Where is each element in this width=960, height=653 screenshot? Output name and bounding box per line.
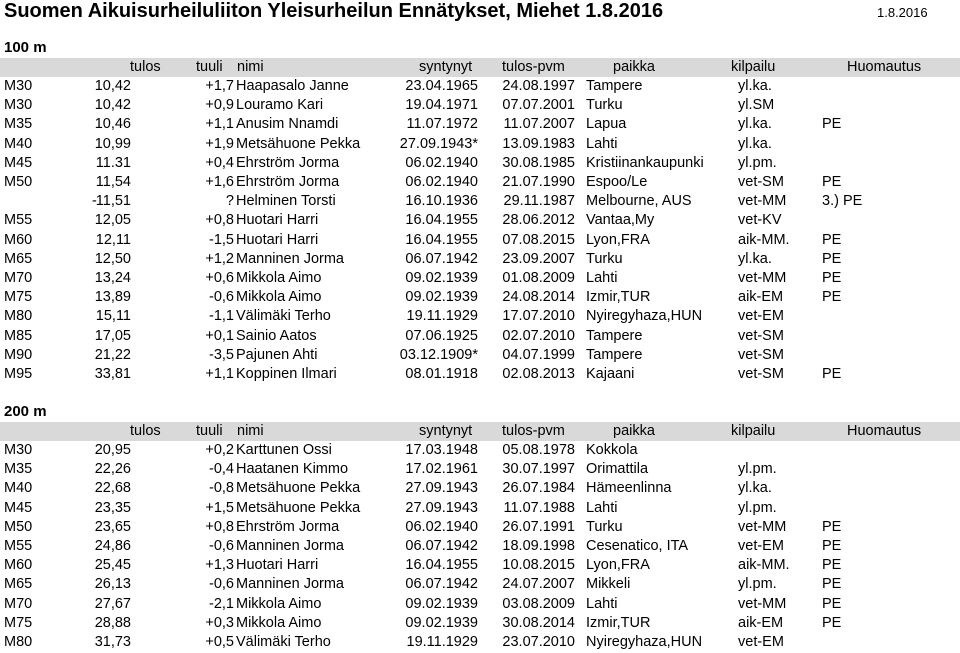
cell-wind: -1,1 [209,308,234,324]
cell-name: Huotari Harri [236,232,319,248]
cell-competition: yl.pm. [738,500,777,516]
cell-born: 06.02.1940 [405,174,478,190]
table-row [0,556,960,575]
cell-place: Nyiregyhaza,HUN [586,308,703,324]
table-row [0,288,960,307]
cell-result: 12,11 [95,232,131,248]
cell-name: Manninen Jorma [236,576,344,592]
cell-class: M60 [4,557,33,573]
cell-class: M45 [4,155,33,171]
cell-place: Kristiinankaupunki [586,155,704,171]
cell-place: Izmir,TUR [586,615,651,631]
cell-date: 28.06.2012 [502,212,575,228]
column-header-name: nimi [237,59,264,75]
cell-result: 25,45 [94,557,131,573]
cell-result: 24,86 [94,538,131,554]
cell-wind: +0,5 [205,634,234,650]
cell-name: Mikkola Aimo [236,270,322,286]
cell-class: M30 [4,442,33,458]
cell-result: 21,22 [94,347,131,363]
cell-result: 10,99 [94,136,131,152]
table-row [0,537,960,556]
cell-note: PE [822,519,842,535]
cell-place: Espoo/Le [586,174,648,190]
cell-date: 30.08.1985 [502,155,575,171]
cell-name: Mikkola Aimo [236,596,322,612]
cell-born: 19.04.1971 [405,97,478,113]
table-row [0,96,960,115]
cell-wind: +0,8 [205,212,234,228]
table-row [0,479,960,498]
cell-date: 11.07.2007 [503,116,575,132]
cell-note: PE [822,251,842,267]
cell-name: Metsähuone Pekka [236,136,361,152]
cell-place: Lahti [586,500,618,516]
table-row [0,595,960,614]
cell-name: Mikkola Aimo [236,615,322,631]
cell-competition: yl.ka. [738,480,772,496]
cell-born: 11.07.1972 [406,116,478,132]
cell-born: 06.07.1942 [405,538,478,554]
cell-wind: -0,6 [209,576,234,592]
cell-wind: +0,8 [205,519,234,535]
cell-date: 04.07.1999 [502,347,575,363]
cell-wind: +0,2 [205,442,234,458]
cell-competition: aik-EM [738,615,784,631]
cell-competition: vet-SM [738,328,784,344]
cell-date: 10.08.2015 [502,557,575,573]
cell-wind: -0,6 [209,538,234,554]
cell-place: Lahti [586,136,618,152]
cell-name: Ehrström Jorma [236,174,340,190]
cell-wind: -0,6 [209,289,234,305]
cell-competition: vet-SM [738,366,784,382]
cell-note: PE [822,366,842,382]
column-header-wind: tuuli [196,59,223,75]
cell-class: M80 [4,634,33,650]
cell-class: M95 [4,366,33,382]
cell-result: 22,68 [94,480,131,496]
cell-date: 24.07.2007 [502,576,575,592]
cell-note: PE [822,174,842,190]
cell-place: Lyon,FRA [586,232,650,248]
cell-class: M80 [4,308,33,324]
cell-date: 23.09.2007 [502,251,575,267]
cell-name: Manninen Jorma [236,538,344,554]
cell-competition: aik-MM. [738,232,790,248]
cell-date: 30.08.2014 [502,615,575,631]
cell-class: M75 [4,615,33,631]
cell-wind: +0,4 [205,155,234,171]
cell-place: Lahti [586,270,618,286]
table-row [0,192,960,211]
cell-place: Cesenatico, ITA [586,538,689,554]
cell-note: PE [822,232,842,248]
cell-class: M70 [4,270,33,286]
cell-result: 10,42 [94,78,131,94]
column-header-born: syntynyt [419,423,473,439]
cell-result: 12,05 [94,212,131,228]
cell-born: 16.04.1955 [405,232,478,248]
cell-place: Turku [586,97,623,113]
cell-result: 33,81 [94,366,131,382]
cell-note: 3.) PE [822,193,863,209]
cell-born: 07.06.1925 [405,328,478,344]
cell-name: Helminen Torsti [236,193,336,209]
cell-name: Metsähuone Pekka [236,500,361,516]
table-row [0,441,960,460]
cell-result: 23,35 [94,500,131,516]
cell-date: 02.08.2013 [502,366,575,382]
column-header-place: paikka [613,423,655,439]
cell-name: Huotari Harri [236,557,319,573]
cell-result: 11,51 [95,193,131,209]
cell-class: M70 [4,596,33,612]
cell-result: 17,05 [94,328,131,344]
table-row [0,77,960,96]
cell-name: Ehrström Jorma [236,519,340,535]
cell-place: Vantaa,My [586,212,655,228]
cell-class: M30 [4,97,33,113]
cell-class: M40 [4,136,33,152]
cell-wind: +1,7 [205,78,234,94]
cell-competition: vet-EM [738,308,784,324]
cell-result: 20,95 [94,442,131,458]
cell-wind: +1,2 [205,251,234,267]
cell-note: PE [822,270,842,286]
cell-wind: -3,5 [209,347,234,363]
cell-date: 17.07.2010 [502,308,575,324]
cell-wind: +0,9 [205,97,234,113]
cell-born: 09.02.1939 [405,289,478,305]
cell-date: 01.08.2009 [502,270,575,286]
cell-note: PE [822,557,842,573]
cell-date: 07.08.2015 [502,232,575,248]
table-row [0,327,960,346]
cell-wind: -0,8 [209,480,234,496]
cell-date: 24.08.2014 [502,289,575,305]
cell-place: Melbourne, AUS [586,193,692,209]
table-row [0,211,960,230]
cell-class: M60 [4,232,33,248]
table-row [0,231,960,250]
cell-place: Orimattila [586,461,649,477]
cell-competition: vet-EM [738,538,784,554]
cell-born: 03.12.1909* [399,347,478,363]
column-header-row [0,422,960,441]
cell-date: 29.11.1987 [503,193,575,209]
column-header-result: tulos [130,59,161,75]
cell-result: 12,50 [94,251,131,267]
cell-born: 16.04.1955 [405,212,478,228]
cell-wind: ? [225,193,234,209]
cell-competition: vet-MM [738,193,787,209]
column-header-result: tulos [130,423,161,439]
cell-class: M90 [4,347,33,363]
cell-place: Tampere [586,78,643,94]
cell-class: M35 [4,461,33,477]
cell-place: Lahti [586,596,618,612]
cell-result: 26,13 [94,576,131,592]
cell-class: M40 [4,480,33,496]
cell-born: 09.02.1939 [405,270,478,286]
cell-class: M85 [4,328,33,344]
cell-place: Lapua [586,116,627,132]
cell-name: Välimäki Terho [236,634,331,650]
cell-wind: +1,3 [205,557,234,573]
cell-competition: vet-KV [738,212,782,228]
cell-place: Hämeenlinna [586,480,672,496]
cell-class: M55 [4,538,33,554]
cell-place: Turku [586,251,623,267]
column-header-note: Huomautus [847,423,922,439]
cell-competition: vet-MM [738,519,787,535]
cell-date: 02.07.2010 [502,328,575,344]
cell-born: 06.07.1942 [405,576,478,592]
cell-competition: vet-MM [738,270,787,286]
cell-place: Kokkola [586,442,638,458]
table-row [0,518,960,537]
table-row [0,365,960,384]
column-header-wind: tuuli [196,423,223,439]
cell-class: M75 [4,289,33,305]
cell-result: 22,26 [94,461,131,477]
cell-born: 08.01.1918 [405,366,478,382]
cell-note: PE [822,596,842,612]
cell-date: 11.07.1988 [503,500,575,516]
cell-born: 06.07.1942 [405,251,478,267]
table-row [0,269,960,288]
cell-wind: -0,4 [209,461,234,477]
cell-wind: -1,5 [209,232,234,248]
cell-competition: aik-EM [738,289,784,305]
cell-result: 28,88 [94,615,131,631]
cell-name: Pajunen Ahti [236,347,318,363]
cell-date: 18.09.1998 [502,538,575,554]
cell-wind: +1,1 [205,366,234,382]
cell-competition: aik-MM. [738,557,790,573]
cell-date: 24.08.1997 [502,78,575,94]
cell-born: 06.02.1940 [405,155,478,171]
cell-date: 13.09.1983 [502,136,575,152]
cell-born: 27.09.1943* [399,136,478,152]
cell-result: 13,24 [94,270,131,286]
cell-note: PE [822,289,842,305]
column-header-place: paikka [613,59,655,75]
table-row [0,250,960,269]
cell-class: M55 [4,212,33,228]
cell-competition: yl.pm. [738,576,777,592]
cell-date: 30.07.1997 [502,461,575,477]
cell-class: M65 [4,251,33,267]
cell-place: Nyiregyhaza,HUN [586,634,703,650]
cell-date: 26.07.1984 [502,480,575,496]
table-row [0,499,960,518]
cell-date: 05.08.1978 [502,442,575,458]
cell-wind: +1,1 [205,116,234,132]
cell-wind: +0,3 [205,615,234,631]
cell-born: 09.02.1939 [405,596,478,612]
cell-competition: vet-EM [738,634,784,650]
column-header-name: nimi [237,423,264,439]
cell-result: 15,11 [95,308,131,324]
cell-place: Lyon,FRA [586,557,650,573]
cell-born: 09.02.1939 [405,615,478,631]
table-row [0,135,960,154]
cell-result: 27,67 [94,596,131,612]
cell-born: 27.09.1943 [405,500,478,516]
cell-class: M45 [4,500,33,516]
column-header-note: Huomautus [847,59,922,75]
cell-name: Sainio Aatos [236,328,317,344]
cell-born: 06.02.1940 [405,519,478,535]
cell-wind: +1,9 [205,136,234,152]
cell-born: 23.04.1965 [405,78,478,94]
table-row [0,173,960,192]
section-title: 200 m [4,403,47,420]
cell-wind: +1,5 [205,500,234,516]
cell-place: Tampere [586,347,643,363]
cell-result: 10,42 [94,97,131,113]
cell-result: 11.31 [95,155,131,171]
cell-place: Tampere [586,328,643,344]
table-row [0,614,960,633]
cell-class: M30 [4,78,33,94]
cell-note: PE [822,538,842,554]
cell-competition: vet-SM [738,347,784,363]
cell-name: Metsähuone Pekka [236,480,361,496]
cell-born: 19.11.1929 [406,308,478,324]
cell-competition: yl.ka. [738,136,772,152]
cell-competition: vet-MM [738,596,787,612]
cell-class: - [92,193,97,209]
cell-wind: +1,6 [205,174,234,190]
cell-born: 16.04.1955 [405,557,478,573]
cell-competition: yl.pm. [738,155,777,171]
cell-born: 19.11.1929 [406,634,478,650]
cell-result: 10,46 [94,116,131,132]
cell-date: 07.07.2001 [502,97,575,113]
cell-class: M65 [4,576,33,592]
cell-name: Louramo Kari [236,97,324,113]
column-header-date: tulos-pvm [502,59,565,75]
cell-class: M50 [4,174,33,190]
cell-competition: yl.ka. [738,251,772,267]
cell-date: 03.08.2009 [502,596,575,612]
cell-date: 26.07.1991 [502,519,575,535]
cell-name: Haatanen Kimmo [236,461,349,477]
cell-name: Ehrström Jorma [236,155,340,171]
table-row [0,154,960,173]
cell-born: 17.03.1948 [405,442,478,458]
cell-note: PE [822,576,842,592]
column-header-date: tulos-pvm [502,423,565,439]
column-header-competition: kilpailu [731,423,776,439]
cell-competition: vet-SM [738,174,784,190]
cell-date: 23.07.2010 [502,634,575,650]
cell-result: 11,54 [95,174,131,190]
table-row [0,307,960,326]
cell-place: Izmir,TUR [586,289,651,305]
cell-name: Mikkola Aimo [236,289,322,305]
table-row [0,460,960,479]
column-header-born: syntynyt [419,59,473,75]
cell-result: 31,73 [94,634,131,650]
cell-name: Haapasalo Janne [236,78,349,94]
cell-wind: -2,1 [209,596,234,612]
cell-competition: yl.SM [738,97,775,113]
cell-place: Turku [586,519,623,535]
cell-name: Karttunen Ossi [236,442,332,458]
cell-result: 13,89 [94,289,131,305]
cell-name: Huotari Harri [236,212,319,228]
cell-born: 27.09.1943 [405,480,478,496]
cell-note: PE [822,116,842,132]
cell-name: Manninen Jorma [236,251,344,267]
cell-name: Anusim Nnamdi [236,116,339,132]
cell-name: Välimäki Terho [236,308,331,324]
cell-class: M35 [4,116,33,132]
page-date: 1.8.2016 [877,5,928,20]
table-row [0,115,960,134]
cell-born: 17.02.1961 [405,461,478,477]
cell-competition: yl.ka. [738,116,772,132]
table-row [0,633,960,652]
column-header-competition: kilpailu [731,59,776,75]
cell-place: Mikkeli [586,576,631,592]
section-title: 100 m [4,39,47,56]
table-row [0,346,960,365]
cell-wind: +0,6 [205,270,234,286]
column-header-row [0,58,960,77]
cell-result: 23,65 [94,519,131,535]
cell-class: M50 [4,519,33,535]
cell-born: 16.10.1936 [405,193,478,209]
cell-competition: yl.ka. [738,78,772,94]
table-row [0,575,960,594]
cell-wind: +0,1 [205,328,234,344]
cell-note: PE [822,615,842,631]
cell-place: Kajaani [586,366,635,382]
cell-name: Koppinen Ilmari [236,366,337,382]
cell-competition: yl.pm. [738,461,777,477]
cell-date: 21.07.1990 [502,174,575,190]
page-title: Suomen Aikuisurheiluliiton Yleisurheilun Ennätykset, Miehet 1.8.2016 [4,0,664,22]
